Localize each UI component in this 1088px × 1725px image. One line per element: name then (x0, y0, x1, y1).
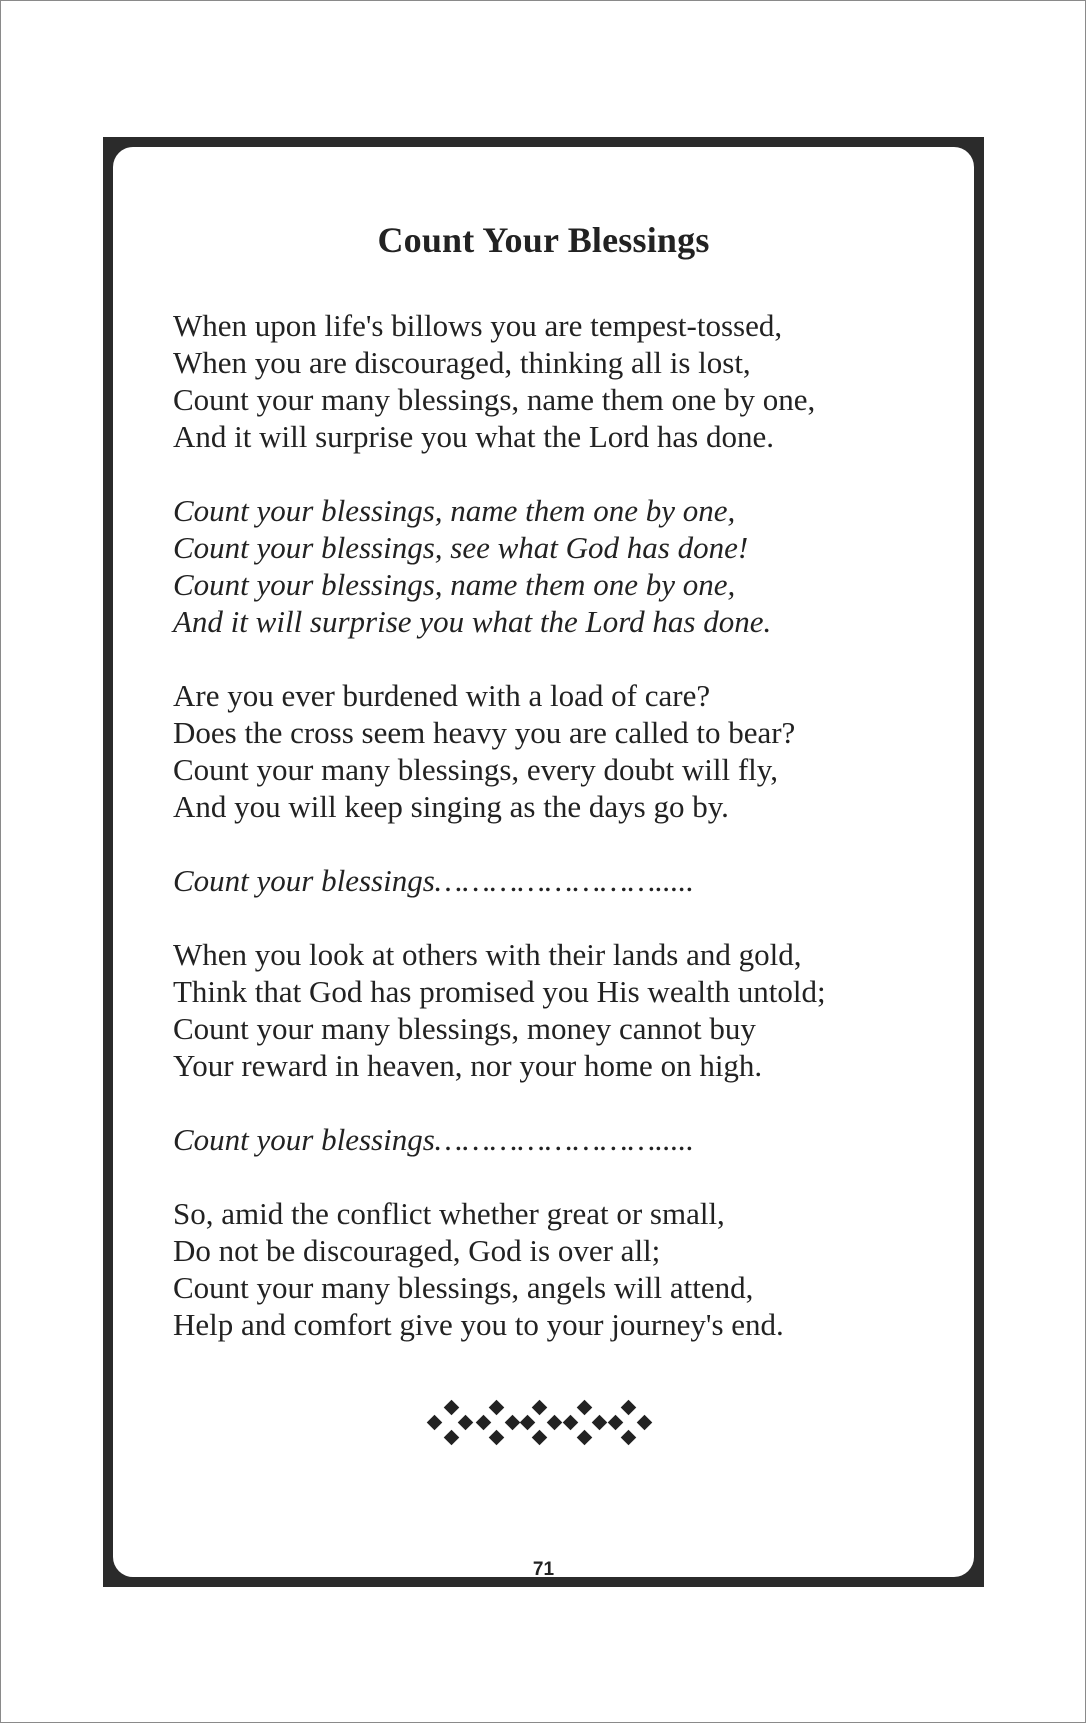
page-number: 71 (532, 1559, 555, 1580)
chorus-line: Count your blessings, name them one by one, (173, 567, 736, 602)
chorus-line: Count your blessings, see what God has done! (173, 530, 749, 565)
poem-line: Count your many blessings, angels will attend, (173, 1270, 754, 1305)
poem-line: Does the cross seem heavy you are called to bear? (173, 715, 796, 750)
chorus-line: Count your blessings, name them one by one, (173, 493, 736, 528)
poem-line: And it will surprise you what the Lord has done. (173, 419, 774, 454)
page-frame (103, 137, 984, 1587)
chorus-repeat-1 (173, 862, 893, 899)
poem-line: Count your many blessings, name them one by one, (173, 382, 816, 417)
chorus-repeat-2 (173, 1121, 893, 1158)
poem-line: Help and comfort give you to your journey's end. (173, 1307, 784, 1342)
poem-line: When you are discouraged, thinking all is lost, (173, 345, 751, 380)
poem-line: And you will keep singing as the days go by. (173, 789, 729, 824)
chorus-line: Count your blessings……………………..... (173, 863, 695, 898)
poem-line: Think that God has promised you His wealth untold; (173, 974, 826, 1009)
stanza-4 (173, 1195, 893, 1343)
page-title: Count Your Blessings (377, 220, 710, 260)
poem-line: When upon life's billows you are tempest-tossed, (173, 308, 783, 343)
poem-line: When you look at others with their lands and gold, (173, 937, 802, 972)
poem-line: So, amid the conflict whether great or small, (173, 1196, 725, 1231)
poem-body (173, 307, 893, 1380)
poem-line: Count your many blessings, every doubt will fly, (173, 752, 779, 787)
diamond-ornament-icon (425, 1398, 655, 1446)
chorus (173, 492, 893, 640)
poem-line: Do not be discouraged, God is over all; (173, 1233, 661, 1268)
stanza-3 (173, 936, 893, 1084)
stanza-1 (173, 307, 893, 455)
stanza-2 (173, 677, 893, 825)
poem-line: Your reward in heaven, nor your home on high. (173, 1048, 763, 1083)
page-card (113, 147, 974, 1580)
chorus-line: And it will surprise you what the Lord has done. (173, 604, 772, 639)
poem-line: Count your many blessings, money cannot buy (173, 1011, 756, 1046)
poem-line: Are you ever burdened with a load of care? (173, 678, 711, 713)
chorus-line: Count your blessings……………………..... (173, 1122, 695, 1157)
